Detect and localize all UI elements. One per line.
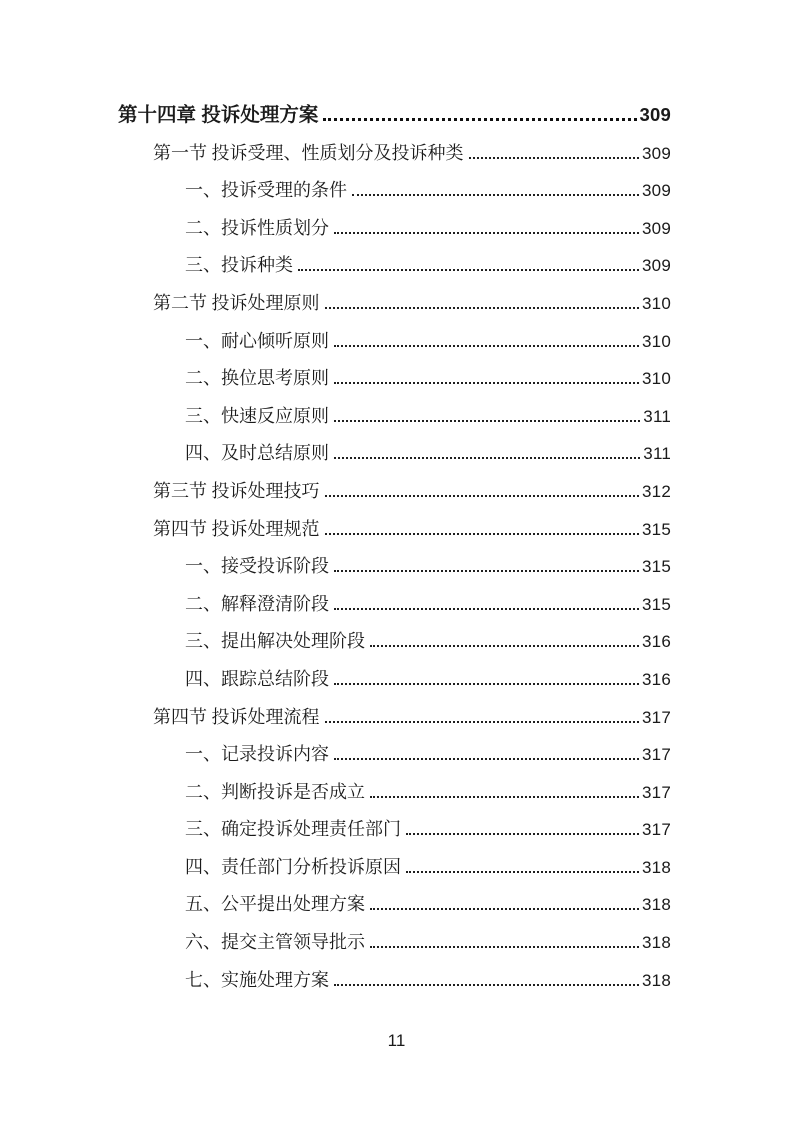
toc-entry-page: 309 [642,218,671,238]
toc-entry-page: 310 [642,293,671,313]
toc-leader-dots [370,946,639,948]
toc-entry [118,962,671,1000]
toc-leader-dots [334,570,639,572]
toc-leader-dots [406,871,639,873]
toc-entry-page: 317 [642,707,671,727]
page-footer [0,1031,793,1051]
toc-entry-text: 二、投诉性质划分 [185,217,329,238]
toc-entry-text: 四、及时总结原则 [185,443,329,464]
toc-entry-page: 315 [642,519,671,539]
toc-entry-page: 309 [642,143,671,163]
toc-entry-text: 第三节 投诉处理技巧 [153,480,320,501]
toc-entry-text: 第十四章 投诉处理方案 [118,104,319,126]
toc-entry [118,886,671,924]
toc-entry [118,661,671,699]
toc-entry-text: 四、责任部门分析投诉原因 [185,856,401,877]
toc-entry-text: 第二节 投诉处理原则 [153,292,320,313]
toc-entry-page: 311 [643,444,671,464]
toc-entry-page: 309 [642,181,671,201]
toc-entry [118,172,671,210]
toc-entry [118,135,671,173]
toc-leader-dots [334,420,640,422]
footer-page-number: 11 [387,1031,406,1050]
toc-entry [118,623,671,661]
toc-entry-page: 317 [642,745,671,765]
toc-entry [118,699,671,737]
toc-leader-dots [352,194,639,196]
toc-leader-dots [370,796,639,798]
toc-leader-dots [325,721,640,723]
toc-leader-dots [325,533,640,535]
toc-entry-text: 第四节 投诉处理流程 [153,706,320,727]
toc-entry-page: 318 [642,895,671,915]
toc-entry [118,435,671,473]
toc-entry-page: 318 [642,857,671,877]
toc-leader-dots [334,232,639,234]
toc-leader-dots [334,457,640,459]
toc-entry [118,323,671,361]
toc-entry [118,586,671,624]
toc-entry-page: 315 [642,594,671,614]
toc-entry-page: 317 [642,782,671,802]
toc-leader-dots [334,683,639,685]
toc-leader-dots [469,157,640,159]
toc-leader-dots [406,833,639,835]
toc-entry-page: 318 [642,970,671,990]
toc-entry-text: 一、记录投诉内容 [185,744,329,765]
toc-entry-text: 一、接受投诉阶段 [185,556,329,577]
toc-entry-text: 二、换位思考原则 [185,368,329,389]
toc-entry [118,398,671,436]
toc-entry [118,360,671,398]
toc-leader-dots [334,758,639,760]
toc-list [118,96,671,999]
toc-entry-text: 三、快速反应原则 [185,405,329,426]
toc-entry [118,849,671,887]
toc-leader-dots [298,269,639,271]
toc-entry-page: 317 [642,820,671,840]
toc-entry-page: 309 [639,104,671,125]
toc-entry [118,247,671,285]
toc-leader-dots [334,984,639,986]
toc-leader-dots [325,495,640,497]
toc-leader-dots [370,645,639,647]
toc-entry [118,511,671,549]
toc-entry-text: 一、耐心倾听原则 [185,330,329,351]
toc-entry [118,473,671,511]
toc-entry-text: 二、解释澄清阶段 [185,593,329,614]
toc-entry [118,774,671,812]
toc-entry [118,210,671,248]
toc-entry-text: 三、投诉种类 [185,255,293,276]
toc-entry-text: 第四节 投诉处理规范 [153,518,320,539]
toc-entry [118,924,671,962]
toc-entry-text: 第一节 投诉受理、性质划分及投诉种类 [153,142,464,163]
toc-entry-page: 310 [642,331,671,351]
toc-entry-page: 316 [642,669,671,689]
toc-entry-text: 五、公平提出处理方案 [185,894,365,915]
toc-entry-page: 318 [642,933,671,953]
toc-leader-dots [334,382,639,384]
toc-entry-text: 三、提出解决处理阶段 [185,631,365,652]
toc-entry-text: 二、判断投诉是否成立 [185,781,365,802]
toc-entry [118,548,671,586]
toc-entry-text: 三、确定投诉处理责任部门 [185,819,401,840]
toc-entry-text: 六、提交主管领导批示 [185,932,365,953]
toc-leader-dots [334,608,639,610]
toc-entry-page: 312 [642,481,671,501]
toc-entry-text: 四、跟踪总结阶段 [185,668,329,689]
toc-entry-page: 316 [642,632,671,652]
toc-entry [118,811,671,849]
toc-entry-page: 315 [642,557,671,577]
toc-leader-dots [370,908,639,910]
toc-leader-dots [325,307,640,309]
toc-entry-page: 310 [642,369,671,389]
toc-entry [118,96,671,135]
toc-entry [118,285,671,323]
toc-entry-page: 309 [642,256,671,276]
toc-entry-text: 一、投诉受理的条件 [185,180,347,201]
toc-leader-dots [334,345,639,347]
toc-entry-page: 311 [643,406,671,426]
toc-entry-text: 七、实施处理方案 [185,969,329,990]
toc-entry [118,736,671,774]
toc-leader-dots [323,118,636,121]
